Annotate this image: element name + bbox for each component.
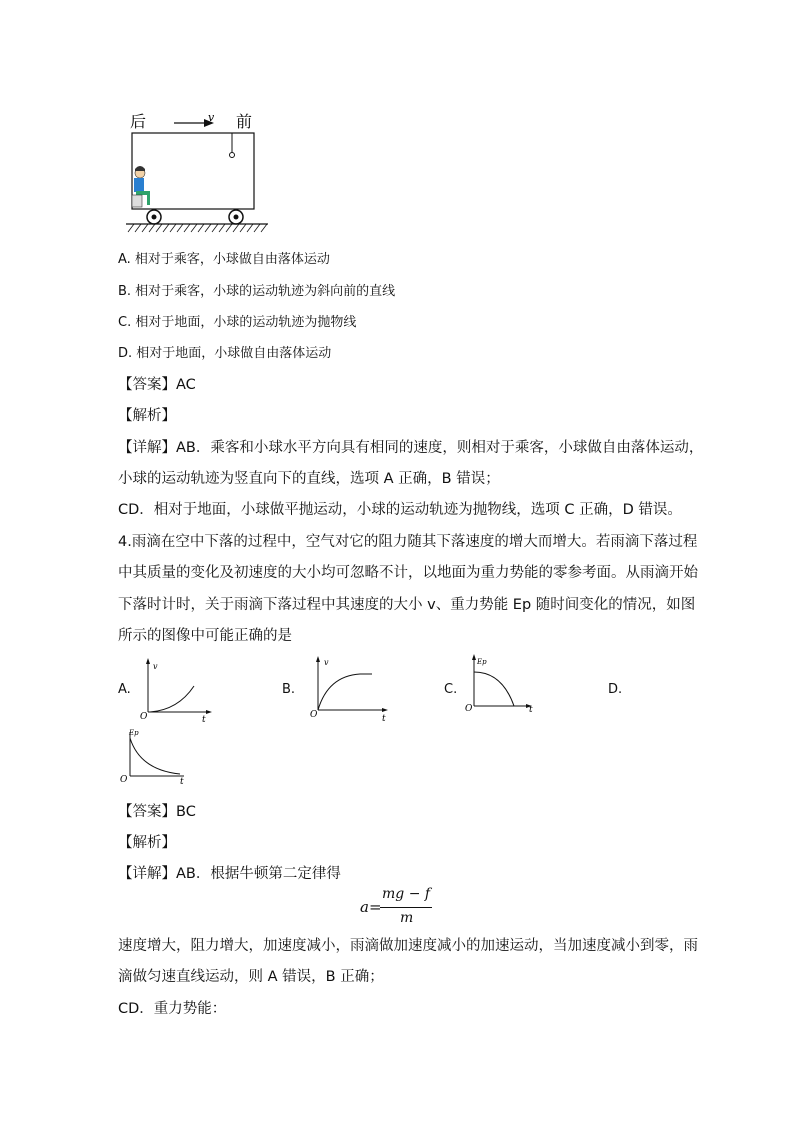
graph-d-o-label: O [120,775,128,785]
graph-c-curve [474,672,514,706]
q3-option-d: D. 相对于地面，小球做自由落体运动 [118,346,332,361]
cart-body [132,133,254,209]
q3-option-b: B. 相对于乘客，小球的运动轨迹为斜向前的直线 [118,284,396,299]
q3-detail-line-1: 【详解】AB．乘客和小球水平方向具有相同的速度，则相对于乘客，小球做自由落体运动， [118,440,704,456]
q4-text-line-2: 中其质量的变化及初速度的大小均可忽略不计，以地面为重力势能的零参考面。从雨滴开始 [118,565,698,581]
graph-c-o-label: O [465,704,473,714]
q4-option-c-label: C. [444,682,458,697]
ground-hatching [128,224,267,232]
graph-a [138,656,218,724]
q3-analysis-label: 【解析】 [118,408,176,424]
graph-b-v-label: v [324,658,329,667]
q4-detail-line-2: 滴做匀速直线运动，则 A 错误，B 正确； [118,969,384,985]
q4-text-line-1: 4.雨滴在空中下落的过程中，空气对它的阻力随其下落速度的增大而增大。若雨滴下落过程 [118,534,698,550]
q4-detail-line-1: 速度增大，阻力增大，加速度减小，雨滴做加速度减小的加速运动，当加速度减小到零，雨 [118,938,698,954]
graph-b-curve [318,674,372,710]
q4-text-line-4: 所示的图像中可能正确的是 [118,628,292,644]
graph-c-ep-label: Ep [477,658,487,666]
formula-numerator: mg − f [382,886,431,902]
graph-a-v-label: v [153,662,158,671]
graph-c-t-label: t [529,705,533,715]
graph-a-o-label: O [140,712,148,722]
q3-answer: 【答案】AC [118,377,196,393]
q4-answer: 【答案】BC [118,804,196,820]
q4-analysis-label: 【解析】 [118,835,176,851]
formula-fraction-bar [380,907,432,908]
cart-figure [118,105,278,235]
q3-option-a: A. 相对于乘客，小球做自由落体运动 [118,252,330,267]
graph-b-o-label: O [310,710,318,720]
formula-lhs: a= [360,898,382,916]
q4-option-a-label: A. [118,682,131,697]
q3-option-c: C. 相对于地面，小球的运动轨迹为抛物线 [118,315,357,330]
rear-label: 后 [130,112,147,131]
q4-detail-intro: 【详解】AB．根据牛顿第二定律得 [118,866,341,882]
graph-b-t-label: t [382,714,386,724]
front-label: 前 [236,112,253,131]
graph-c [462,650,542,716]
q4-option-b-label: B. [282,682,296,697]
graph-b [306,652,396,724]
pendulum-ball [230,153,235,158]
wheel-icon [229,210,243,224]
graph-d [118,726,198,788]
passenger-icon [132,166,150,207]
formula-denominator: m [400,910,414,926]
q3-detail-line-2: 小球的运动轨迹为竖直向下的直线，选项 A 正确，B 错误； [118,471,500,487]
graph-a-curve [150,686,194,712]
graph-a-t-label: t [202,715,206,724]
graph-d-t-label: t [180,777,184,787]
q4-detail-line-3: CD．重力势能： [118,1001,227,1017]
q3-detail-line-3: CD．相对于地面，小球做平抛运动，小球的运动轨迹为抛物线，选项 C 正确，D 错误。 [118,502,682,518]
graph-d-curve [130,738,180,774]
velocity-label: v [208,111,215,124]
graph-d-ep-label: Ep [129,729,139,737]
q4-option-d-label: D. [608,682,623,697]
wheel-icon [147,210,161,224]
q4-text-line-3: 下落时计时，关于雨滴下落过程中其速度的大小 v、重力势能 Ep 随时间变化的情况，如图 [118,597,696,613]
